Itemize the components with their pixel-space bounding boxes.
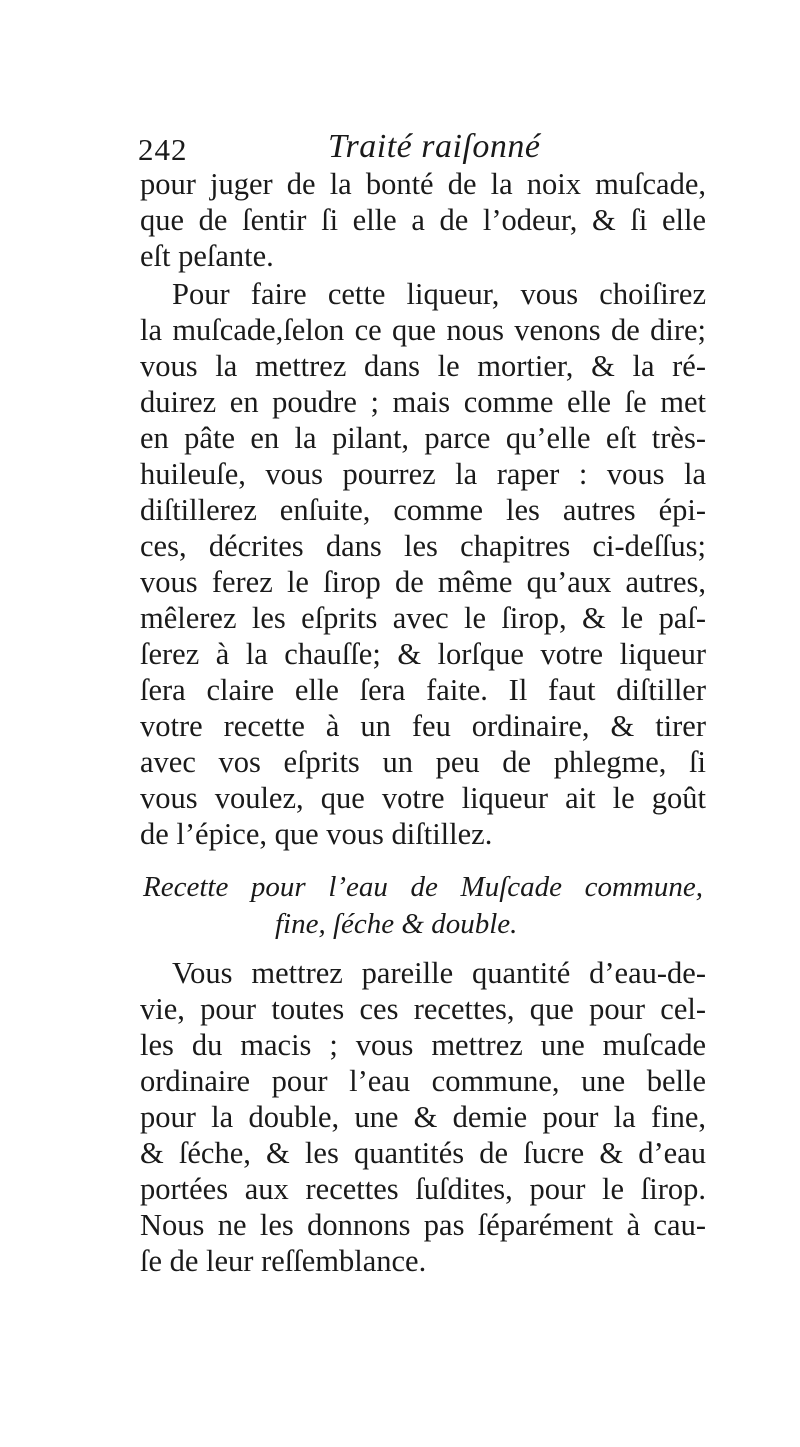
text-line: ordinaire pour l’eau commune, une belle bbox=[140, 1064, 706, 1098]
text-line: en pâte en la pilant, parce qu’elle eſt très- bbox=[140, 421, 706, 455]
text-line: vie, pour toutes ces recettes, que pour cel- bbox=[140, 992, 706, 1026]
text-line: pour la double, une & demie pour la fine, bbox=[140, 1100, 706, 1134]
heading-line: fine, ſéche & double. bbox=[275, 908, 518, 940]
text-line: de l’épice, que vous diſtillez. bbox=[140, 817, 493, 851]
text-line: la muſcade,ſelon ce que nous venons de dire; bbox=[140, 313, 706, 347]
text-line: ſe de leur reſſemblance. bbox=[140, 1244, 427, 1278]
text-line: mêlerez les eſprits avec le ſirop, & le paſ- bbox=[140, 601, 706, 635]
text-line: eſt peſante. bbox=[140, 239, 274, 273]
text-line: avec vos eſprits un peu de phlegme, ſi bbox=[140, 745, 706, 779]
text-line: votre recette à un feu ordinaire, & tirer bbox=[140, 709, 706, 743]
text-line: ſerez à la chauſſe; & lorſque votre liqueur bbox=[140, 637, 706, 671]
text-line: les du macis ; vous mettrez une muſcade bbox=[140, 1028, 706, 1062]
text-line: vous ferez le ſirop de même qu’aux autres, bbox=[140, 565, 706, 599]
text-line: & ſéche, & les quantités de ſucre & d’eau bbox=[140, 1136, 706, 1170]
text-line: ces, décrites dans les chapitres ci-deſſus; bbox=[140, 529, 706, 563]
text-line: Pour faire cette liqueur, vous choiſirez bbox=[172, 277, 706, 311]
text-line: portées aux recettes ſuſdites, pour le ſirop. bbox=[140, 1172, 706, 1206]
text-line: diſtillerez enſuite, comme les autres épi- bbox=[140, 493, 706, 527]
text-line: Vous mettrez pareille quantité d’eau-de- bbox=[172, 956, 706, 990]
text-line: Nous ne les donnons pas ſéparément à cau- bbox=[140, 1208, 706, 1242]
running-title: Traité raiſonné bbox=[328, 128, 541, 165]
text-line: duirez en poudre ; mais comme elle ſe met bbox=[140, 385, 706, 419]
page-number: 242 bbox=[138, 132, 188, 167]
heading-line: Recette pour l’eau de Muſcade commune, bbox=[143, 871, 703, 903]
text-line: vous voulez, que votre liqueur ait le goût bbox=[140, 781, 706, 815]
text-line: que de ſentir ſi elle a de l’odeur, & ſi elle bbox=[140, 203, 706, 237]
text-line: pour juger de la bonté de la noix muſcade, bbox=[140, 167, 706, 201]
text-line: vous la mettrez dans le mortier, & la ré- bbox=[140, 349, 706, 383]
text-line: huileuſe, vous pourrez la raper : vous la bbox=[140, 457, 706, 491]
text-line: ſera claire elle ſera faite. Il faut diſtiller bbox=[140, 673, 706, 707]
